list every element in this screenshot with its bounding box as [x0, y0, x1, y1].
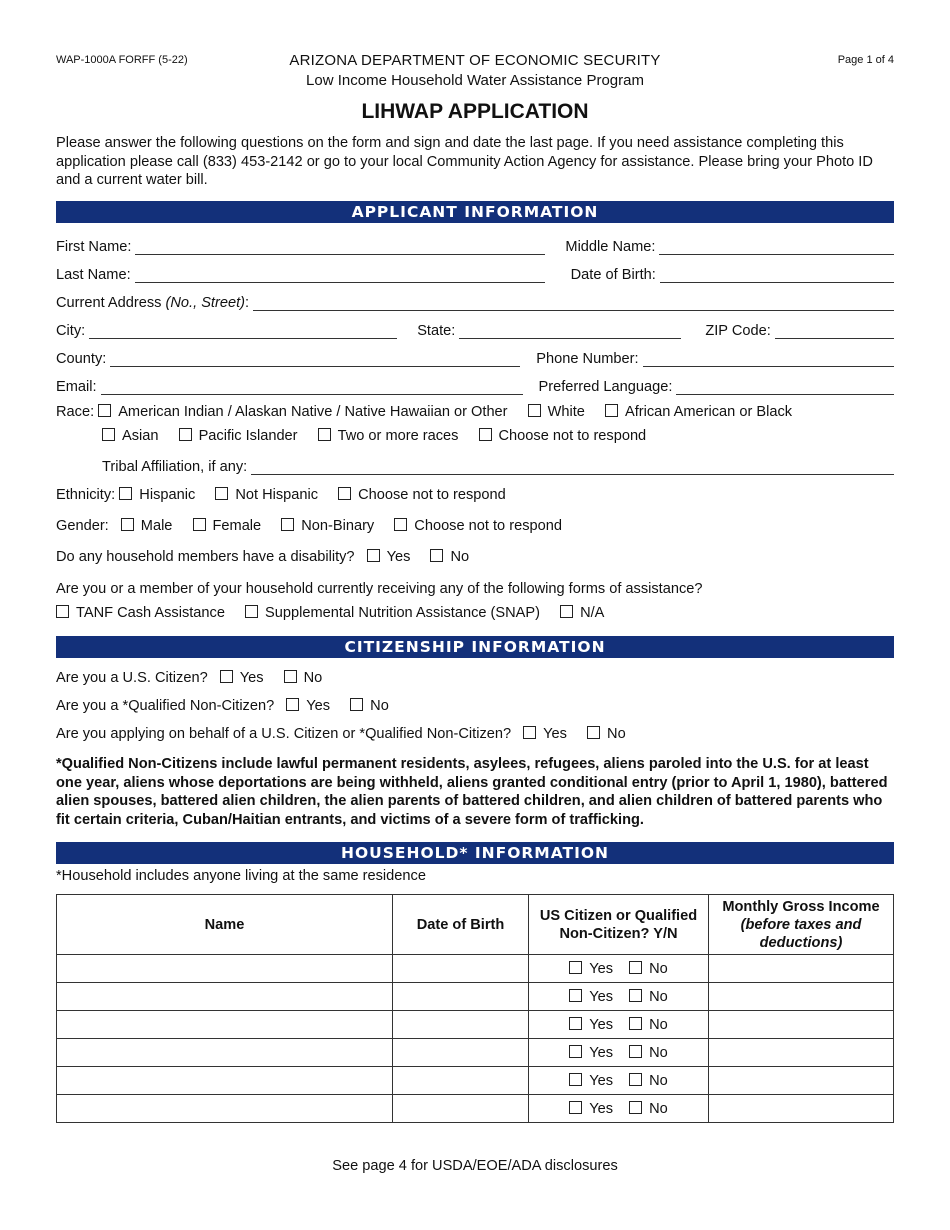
checkbox[interactable]: [286, 698, 299, 711]
race-option-african-american[interactable]: African American or Black: [605, 404, 792, 420]
checkbox[interactable]: [569, 1101, 582, 1114]
assistance-snap[interactable]: Supplemental Nutrition Assistance (SNAP): [245, 605, 540, 621]
checkbox[interactable]: [569, 961, 582, 974]
tribal-label: Tribal Affiliation, if any:: [102, 459, 248, 475]
section-household-header: HOUSEHOLD* INFORMATION: [56, 842, 894, 864]
state-field[interactable]: [459, 324, 681, 339]
name-cell[interactable]: [57, 955, 393, 983]
dob-cell[interactable]: [393, 955, 529, 983]
last-name-field[interactable]: [135, 268, 545, 283]
citizen-no[interactable]: No: [284, 670, 323, 686]
language-label: Preferred Language:: [538, 379, 673, 395]
dob-cell[interactable]: [393, 983, 529, 1011]
row-yes[interactable]: Yes: [569, 1073, 613, 1089]
name-cell[interactable]: [57, 1011, 393, 1039]
race-option-white[interactable]: White: [528, 404, 585, 420]
checkbox[interactable]: [629, 1101, 642, 1114]
gender-male[interactable]: Male: [121, 518, 173, 534]
checkbox[interactable]: [220, 670, 233, 683]
language-field[interactable]: [676, 380, 894, 395]
assistance-na[interactable]: N/A: [560, 605, 604, 621]
col-name: Name: [57, 895, 393, 955]
table-row: [57, 1095, 894, 1123]
gender-no-response[interactable]: Choose not to respond: [394, 518, 562, 534]
checkbox[interactable]: [193, 518, 206, 531]
checkbox[interactable]: [102, 428, 115, 441]
checkbox[interactable]: [284, 670, 297, 683]
income-cell[interactable]: [709, 983, 894, 1011]
household-table: [56, 894, 894, 1123]
name-cell[interactable]: [57, 1095, 393, 1123]
checkbox[interactable]: [629, 961, 642, 974]
table-row: [57, 1067, 894, 1095]
last-name-label: Last Name:: [56, 267, 131, 283]
table-row: [57, 1039, 894, 1067]
checkbox[interactable]: [523, 726, 536, 739]
citizen-cell: [529, 1011, 709, 1039]
form-id: WAP-1000A FORFF (5-22): [56, 54, 188, 66]
disability-yes[interactable]: Yes: [367, 549, 411, 565]
middle-name-field[interactable]: [659, 240, 894, 255]
col-dob: Date of Birth: [393, 895, 529, 955]
first-name-label: First Name:: [56, 239, 132, 255]
dob-cell[interactable]: [393, 1039, 529, 1067]
address-field[interactable]: [253, 296, 894, 311]
row-no[interactable]: No: [629, 1101, 668, 1117]
phone-label: Phone Number:: [536, 351, 639, 367]
table-row: [57, 955, 894, 983]
phone-field[interactable]: [643, 352, 894, 367]
email-field[interactable]: [101, 380, 523, 395]
assistance-question: Are you or a member of your household currently receiving any of the following forms of assistance?: [56, 581, 703, 597]
checkbox[interactable]: [629, 989, 642, 1002]
section-citizenship-header: CITIZENSHIP INFORMATION: [56, 636, 894, 658]
gender-non-binary[interactable]: Non-Binary: [281, 518, 374, 534]
qualified-definition-note: *Qualified Non-Citizens include lawful permanent residents, asylees, refugees, aliens paroled into the U.S. for at least one year, aliens whose deportations are being withheld, aliens granted conditional entry (prior to April 1, 1980), battered alien spouses, battered alien children, the alien parents of battered children, and alien children of battered parents who fit certain criteria, Cuban/Haitian entrants, and victims of a severe form of trafficking.: [56, 756, 888, 828]
dob-label: Date of Birth:: [570, 267, 656, 283]
behalf-row: [56, 726, 642, 742]
row-yes[interactable]: Yes: [569, 989, 613, 1005]
behalf-question: Are you applying on behalf of a U.S. Citizen or *Qualified Non-Citizen?: [56, 726, 512, 742]
checkbox[interactable]: [569, 1045, 582, 1058]
gender-label: Gender:: [56, 518, 109, 534]
race-option-two-or-more[interactable]: Two or more races: [318, 428, 459, 444]
dob-cell[interactable]: [393, 1095, 529, 1123]
checkbox[interactable]: [179, 428, 192, 441]
checkbox[interactable]: [629, 1073, 642, 1086]
checkbox[interactable]: [318, 428, 331, 441]
ethnicity-label: Ethnicity:: [56, 487, 116, 503]
checkbox[interactable]: [479, 428, 492, 441]
qualified-row: [56, 698, 405, 714]
disability-row: [56, 549, 485, 565]
tribal-field[interactable]: [251, 460, 894, 475]
citizen-yes[interactable]: Yes: [220, 670, 264, 686]
race-option-no-response[interactable]: Choose not to respond: [479, 428, 647, 444]
ethnicity-hispanic[interactable]: Hispanic: [119, 487, 195, 503]
checkbox[interactable]: [560, 605, 573, 618]
county-field[interactable]: [110, 352, 520, 367]
email-label: Email:: [56, 379, 97, 395]
table-row: [57, 1011, 894, 1039]
checkbox[interactable]: [569, 1073, 582, 1086]
behalf-yes[interactable]: Yes: [523, 726, 567, 742]
intro-text: Please answer the following questions on the form and sign and date the last page. If you need assistance completing this application please call (833) 453-2142 or go to your local Community Action Agency for assistance. Please bring your Photo ID and a current water bill.: [56, 135, 873, 188]
citizen-question: Are you a U.S. Citizen?: [56, 670, 208, 686]
assistance-tanf[interactable]: TANF Cash Assistance: [56, 605, 225, 621]
citizen-cell: [529, 955, 709, 983]
disability-question: Do any household members have a disability?: [56, 549, 355, 565]
row-no[interactable]: No: [629, 961, 668, 977]
zip-field[interactable]: [775, 324, 894, 339]
checkbox[interactable]: [281, 518, 294, 531]
dob-cell[interactable]: [393, 1011, 529, 1039]
checkbox[interactable]: [350, 698, 363, 711]
row-yes[interactable]: Yes: [569, 1017, 613, 1033]
race-option-american-indian[interactable]: American Indian / Alaskan Native / Native Hawaiian or Other: [98, 404, 507, 420]
name-cell[interactable]: [57, 1067, 393, 1095]
disability-no[interactable]: No: [430, 549, 469, 565]
income-cell[interactable]: [709, 1011, 894, 1039]
row-no[interactable]: No: [629, 1017, 668, 1033]
citizen-cell: [529, 983, 709, 1011]
checkbox[interactable]: [98, 404, 111, 417]
gender-female[interactable]: Female: [193, 518, 262, 534]
section-applicant-header: APPLICANT INFORMATION: [56, 201, 894, 223]
row-no[interactable]: No: [629, 989, 668, 1005]
state-label: State:: [417, 323, 456, 339]
checkbox[interactable]: [215, 487, 228, 500]
qualified-no[interactable]: No: [350, 698, 389, 714]
col-citizen: US Citizen or Qualified Non-Citizen? Y/N: [529, 895, 709, 955]
name-cell[interactable]: [57, 983, 393, 1011]
assistance-row: [56, 605, 620, 621]
gender-row: [56, 518, 578, 534]
address-label: Current Address (No., Street):: [56, 295, 250, 311]
checkbox[interactable]: [245, 605, 258, 618]
table-row: [57, 983, 894, 1011]
page-title: LIHWAP APPLICATION: [361, 100, 589, 123]
race-option-pacific-islander[interactable]: Pacific Islander: [179, 428, 298, 444]
agency-name: ARIZONA DEPARTMENT OF ECONOMIC SECURITY: [289, 52, 661, 69]
row-yes[interactable]: Yes: [569, 1101, 613, 1117]
city-label: City:: [56, 323, 86, 339]
citizen-cell: [529, 1095, 709, 1123]
income-cell[interactable]: [709, 1067, 894, 1095]
checkbox[interactable]: [629, 1045, 642, 1058]
checkbox[interactable]: [338, 487, 351, 500]
ethnicity-no-response[interactable]: Choose not to respond: [338, 487, 506, 503]
checkbox[interactable]: [367, 549, 380, 562]
citizen-cell: [529, 1039, 709, 1067]
checkbox[interactable]: [569, 1017, 582, 1030]
race-row: [56, 404, 808, 420]
name-cell[interactable]: [57, 1039, 393, 1067]
first-name-field[interactable]: [135, 240, 545, 255]
row-yes[interactable]: Yes: [569, 961, 613, 977]
col-income: Monthly Gross Income (before taxes and deductions): [709, 895, 894, 955]
citizen-row: [56, 670, 338, 686]
dob-cell[interactable]: [393, 1067, 529, 1095]
citizen-cell: [529, 1067, 709, 1095]
race-option-asian[interactable]: Asian: [102, 428, 159, 444]
checkbox[interactable]: [587, 726, 600, 739]
row-yes[interactable]: Yes: [569, 1045, 613, 1061]
zip-label: ZIP Code:: [705, 323, 771, 339]
checkbox[interactable]: [56, 605, 69, 618]
income-cell[interactable]: [709, 1095, 894, 1123]
footer-disclosure: See page 4 for USDA/EOE/ADA disclosures: [332, 1158, 618, 1174]
checkbox[interactable]: [629, 1017, 642, 1030]
county-label: County:: [56, 351, 107, 367]
ethnicity-row: [56, 487, 522, 503]
checkbox[interactable]: [605, 404, 618, 417]
row-no[interactable]: No: [629, 1073, 668, 1089]
income-cell[interactable]: [709, 1039, 894, 1067]
income-cell[interactable]: [709, 955, 894, 983]
checkbox[interactable]: [569, 989, 582, 1002]
page-number: Page 1 of 4: [837, 54, 894, 66]
dob-field[interactable]: [660, 268, 894, 283]
qualified-question: Are you a *Qualified Non-Citizen?: [56, 698, 275, 714]
household-note: *Household includes anyone living at the same residence: [56, 868, 426, 884]
program-name: Low Income Household Water Assistance Program: [306, 72, 644, 89]
race-label: Race:: [56, 404, 95, 420]
behalf-no[interactable]: No: [587, 726, 626, 742]
ethnicity-not-hispanic[interactable]: Not Hispanic: [215, 487, 318, 503]
qualified-yes[interactable]: Yes: [286, 698, 330, 714]
checkbox[interactable]: [528, 404, 541, 417]
checkbox[interactable]: [394, 518, 407, 531]
checkbox[interactable]: [430, 549, 443, 562]
row-no[interactable]: No: [629, 1045, 668, 1061]
checkbox[interactable]: [119, 487, 132, 500]
checkbox[interactable]: [121, 518, 134, 531]
city-field[interactable]: [89, 324, 397, 339]
race-row-2: [102, 428, 662, 444]
middle-name-label: Middle Name:: [565, 239, 656, 255]
